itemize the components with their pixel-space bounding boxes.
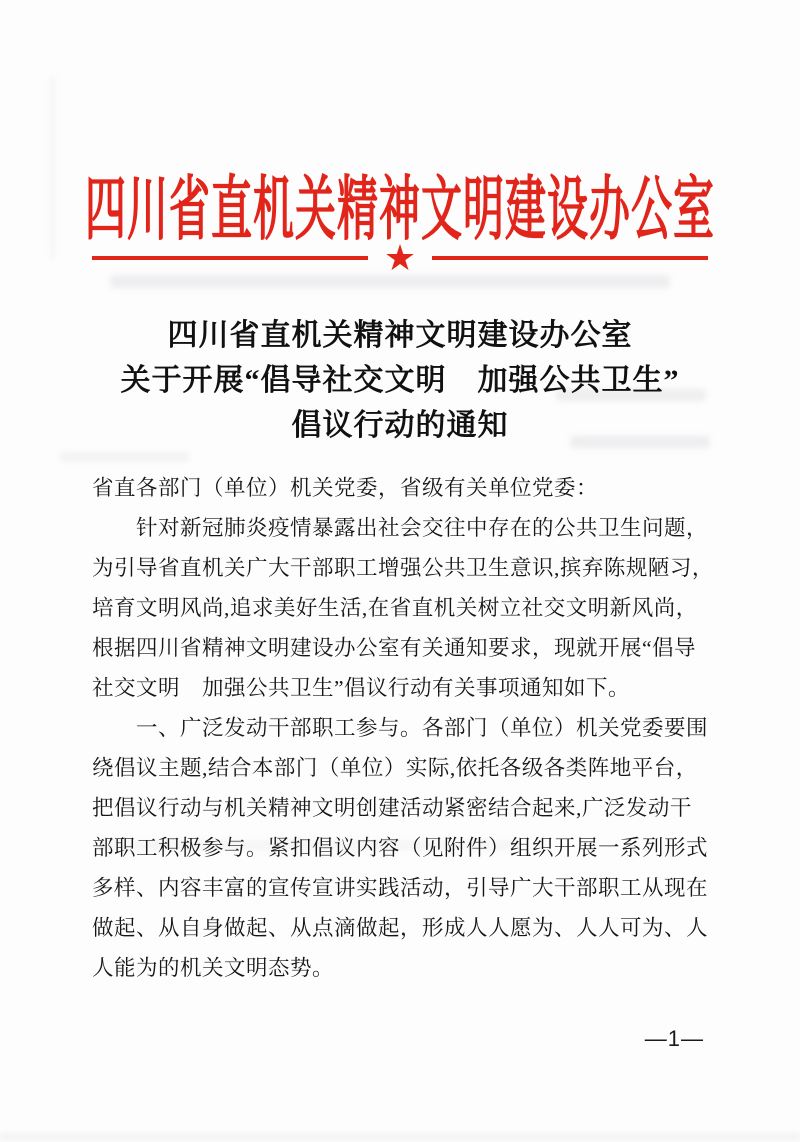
document-title-line: 关于开展“倡导社交文明 加强公共卫生” (120, 364, 680, 397)
divider-rule-right (432, 256, 708, 260)
body-line: 社交文明 加强公共卫生”倡议行动有关事项通知如下。 (92, 676, 631, 700)
body-line: 为引导省直机关广大干部职工增强公共卫生意识,摈弃陈规陋习， (92, 556, 714, 580)
body-line: 针对新冠肺炎疫情暴露出社会交往中存在的公共卫生问题， (136, 516, 709, 540)
body-line: 人能为的机关文明态势。 (92, 956, 335, 980)
letterhead-divider (92, 238, 708, 278)
document-body (92, 468, 716, 988)
document-title-line: 四川省直机关精神文明建设办公室 (167, 319, 633, 352)
document-title (0, 313, 800, 448)
body-line: 一、广泛发动干部职工参与。各部门（单位）机关党委要围 (136, 716, 709, 740)
bleed-through-artifact (60, 452, 190, 462)
divider-rule-left (92, 256, 368, 260)
body-line: 绕倡议主题,结合本部门（单位）实际,依托各级各类阵地平台， (92, 756, 698, 780)
letterhead-org-name: 四川省直机关精神文明建设办公室 (85, 170, 715, 249)
body-line: 根据四川省精神文明建设办公室有关通知要求，现就开展“倡导 (92, 636, 697, 660)
scan-edge-artifact (0, 1134, 800, 1140)
page-number: —1— (644, 1026, 704, 1051)
body-line: 部职工积极参与。紧扣倡议内容（见附件）组织开展一系列形式 (92, 836, 709, 860)
star-icon: ★ (383, 238, 417, 278)
body-line: 培育文明风尚,追求美好生活,在省直机关树立社交文明新风尚， (92, 596, 698, 620)
salutation-line: 省直各部门（单位）机关党委，省级有关单位党委： (92, 476, 599, 500)
body-line: 多样、内容丰富的宣传宣讲实践活动，引导广大干部职工从现在 (92, 876, 709, 900)
document-title-line: 倡议行动的通知 (291, 409, 509, 442)
body-line: 做起、从自身做起、从点滴做起，形成人人愿为、人人可为、人 (92, 916, 709, 940)
body-line: 把倡议行动与机关精神文明创建活动紧密结合起来,广泛发动干 (92, 796, 692, 820)
